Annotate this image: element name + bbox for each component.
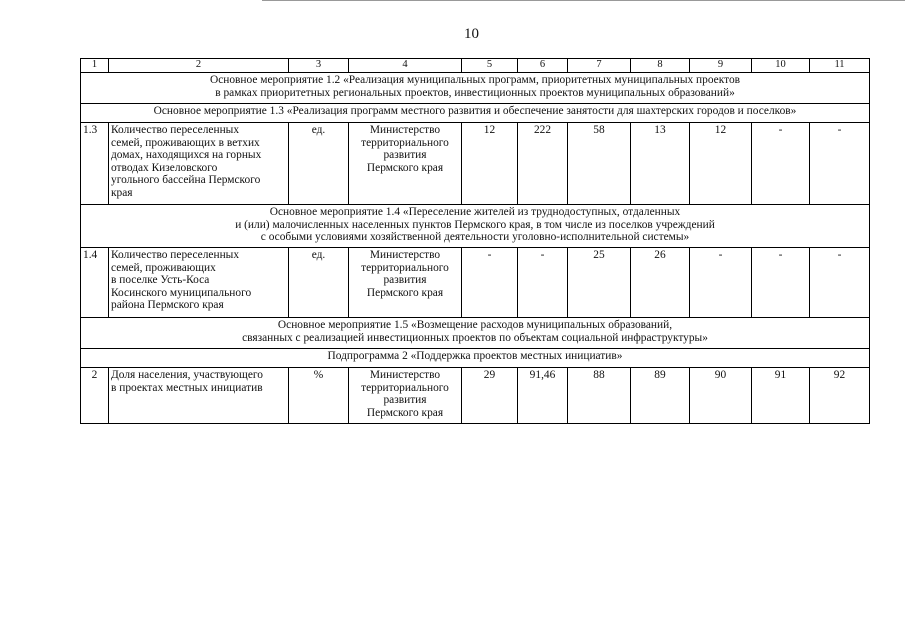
- value-col-6: 222: [518, 123, 568, 205]
- col-header-11: 11: [810, 59, 870, 73]
- table-row-1-3: [81, 123, 870, 205]
- value-col-10: -: [752, 248, 810, 318]
- col-header-6: 6: [518, 59, 568, 73]
- value-col-5: 12: [462, 123, 518, 205]
- row-number: 1.3: [81, 123, 109, 205]
- col-header-4: 4: [349, 59, 462, 73]
- col-header-8: 8: [631, 59, 690, 73]
- indicator-name: Количество переселенных семей, проживающих в поселке Усть-Коса Косинского муниципального района Пермского края: [109, 248, 289, 318]
- value-col-5: -: [462, 248, 518, 318]
- responsible: Министерство территориального развития Пермского края: [349, 123, 462, 205]
- section-title-line: связанных с реализацией инвестиционных проектов по объектам социальной инфраструктуры»: [242, 331, 708, 344]
- value-col-7: 58: [568, 123, 631, 205]
- col-header-7: 7: [568, 59, 631, 73]
- value-col-6: -: [518, 248, 568, 318]
- value-col-9: 12: [690, 123, 752, 205]
- value-col-11: -: [810, 123, 870, 205]
- value-col-8: 26: [631, 248, 690, 318]
- column-header-row: [81, 59, 870, 73]
- section-row-1-3: [81, 104, 870, 123]
- table-row-1-4: [81, 248, 870, 318]
- indicator-name: Доля населения, участвующего в проектах местных инициатив: [109, 368, 289, 424]
- section-title-line: Основное мероприятие 1.2 «Реализация муниципальных программ, приоритетных муниципальных проектов: [209, 74, 741, 86]
- section-title-line: в рамках приоритетных региональных проектов, инвестиционных проектов муниципальных образований»: [215, 86, 735, 99]
- value-col-11: 92: [810, 368, 870, 424]
- section-title-line: Подпрограмма 2 «Поддержка проектов местных инициатив»: [327, 350, 623, 362]
- section-title-line: Основное мероприятие 1.3 «Реализация программ местного развития и обеспечение занятости для шахтерских городов и поселков»: [153, 105, 797, 117]
- section-row-1-4: [81, 205, 870, 248]
- section-row-subprogram-2: [81, 349, 870, 368]
- section-row-1-2: [81, 73, 870, 104]
- value-col-9: 90: [690, 368, 752, 424]
- section-title-line: и (или) малочисленных населенных пунктов Пермского края, в том числе из поселков учреждений: [235, 218, 715, 231]
- indicator-name: Количество переселенных семей, проживающих в ветхих домах, находящихся на горных отводах Кизеловского угольного бассейна Пермского края: [109, 123, 289, 205]
- col-header-3: 3: [289, 59, 349, 73]
- value-col-9: -: [690, 248, 752, 318]
- row-number: 2: [81, 368, 109, 424]
- value-col-10: -: [752, 123, 810, 205]
- responsible: Министерство территориального развития Пермского края: [349, 248, 462, 318]
- value-col-10: 91: [752, 368, 810, 424]
- unit: ед.: [289, 123, 349, 205]
- col-header-10: 10: [752, 59, 810, 73]
- section-title-line: Основное мероприятие 1.5 «Возмещение расходов муниципальных образований,: [277, 319, 673, 331]
- table-row-2: [81, 368, 870, 424]
- col-header-9: 9: [690, 59, 752, 73]
- value-col-8: 89: [631, 368, 690, 424]
- value-col-5: 29: [462, 368, 518, 424]
- section-title-line: с особыми условиями хозяйственной деятельности уголовно-исполнительной системы»: [260, 231, 690, 244]
- responsible: Министерство территориального развития Пермского края: [349, 368, 462, 424]
- col-header-5: 5: [462, 59, 518, 73]
- section-title-line: Основное мероприятие 1.4 «Переселение жителей из труднодоступных, отдаленных: [269, 206, 681, 218]
- col-header-1: 1: [81, 59, 109, 73]
- value-col-7: 25: [568, 248, 631, 318]
- top-rule: [262, 0, 905, 1]
- value-col-7: 88: [568, 368, 631, 424]
- unit: ед.: [289, 248, 349, 318]
- value-col-6: 91,46: [518, 368, 568, 424]
- indicators-table: [80, 58, 870, 424]
- row-number: 1.4: [81, 248, 109, 318]
- value-col-8: 13: [631, 123, 690, 205]
- col-header-2: 2: [109, 59, 289, 73]
- page-number: 10: [464, 26, 479, 42]
- section-row-1-5: [81, 318, 870, 349]
- value-col-11: -: [810, 248, 870, 318]
- unit: %: [289, 368, 349, 424]
